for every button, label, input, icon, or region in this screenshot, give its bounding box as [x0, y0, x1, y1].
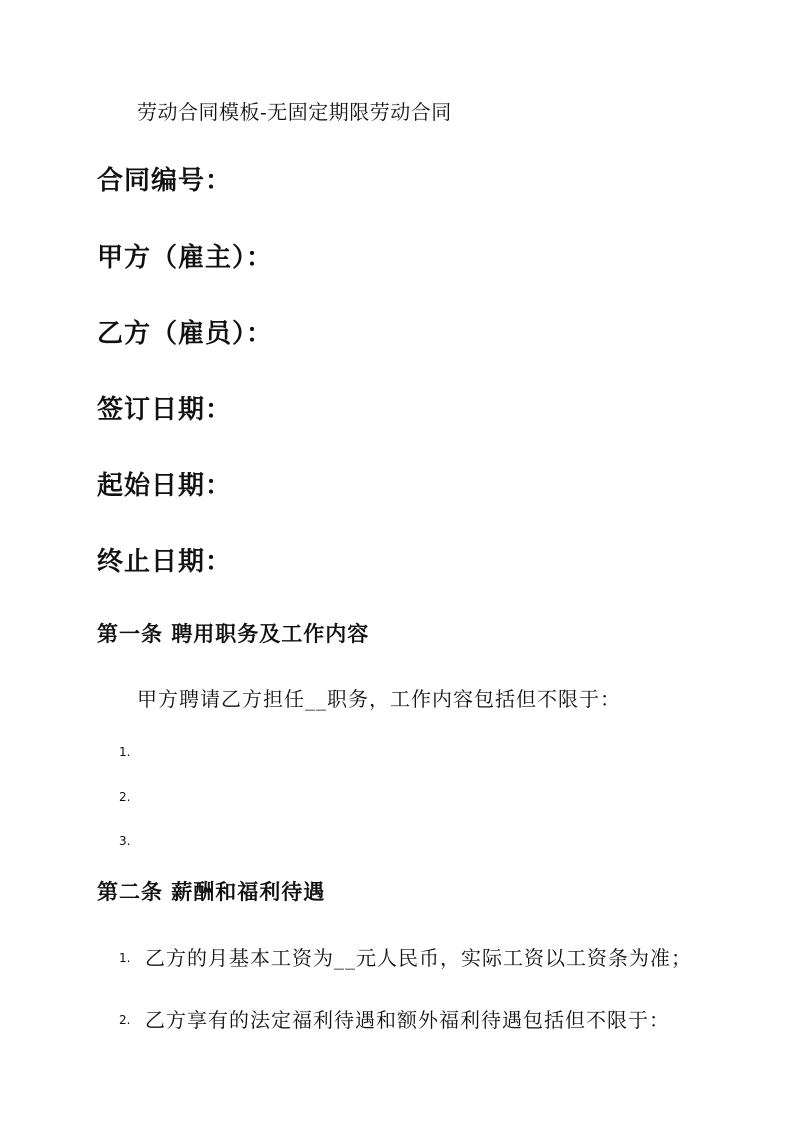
- party-b-label: 乙方（雇员）：: [97, 319, 274, 349]
- article-2-item-text: 乙方的月基本工资为__元人民币，实际工资以工资条为准；: [145, 946, 692, 970]
- document-title: 劳动合同模板-无固定期限劳动合同: [137, 100, 452, 124]
- party-a-label: 甲方（雇主）：: [97, 243, 274, 273]
- article-1-heading: 第一条 聘用职务及工作内容: [97, 621, 370, 646]
- sign-date-label: 签订日期：: [97, 395, 233, 425]
- end-date-label: 终止日期：: [97, 547, 233, 577]
- article-1-item-number: 3.: [119, 834, 131, 848]
- article-2-item-number: 2.: [119, 1013, 131, 1027]
- article-1-item-number: 2.: [119, 790, 131, 804]
- article-2-item-text: 乙方享有的法定福利待遇和额外福利待遇包括但不限于：: [145, 1008, 670, 1032]
- start-date-label: 起始日期：: [97, 471, 233, 501]
- contract-number-label: 合同编号：: [97, 166, 233, 196]
- article-2-item-number: 1.: [119, 951, 131, 965]
- article-1-intro: 甲方聘请乙方担任__职务，工作内容包括但不限于：: [137, 687, 621, 711]
- article-2-heading: 第二条 薪酬和福利待遇: [97, 879, 326, 904]
- article-1-item-number: 1.: [119, 745, 131, 759]
